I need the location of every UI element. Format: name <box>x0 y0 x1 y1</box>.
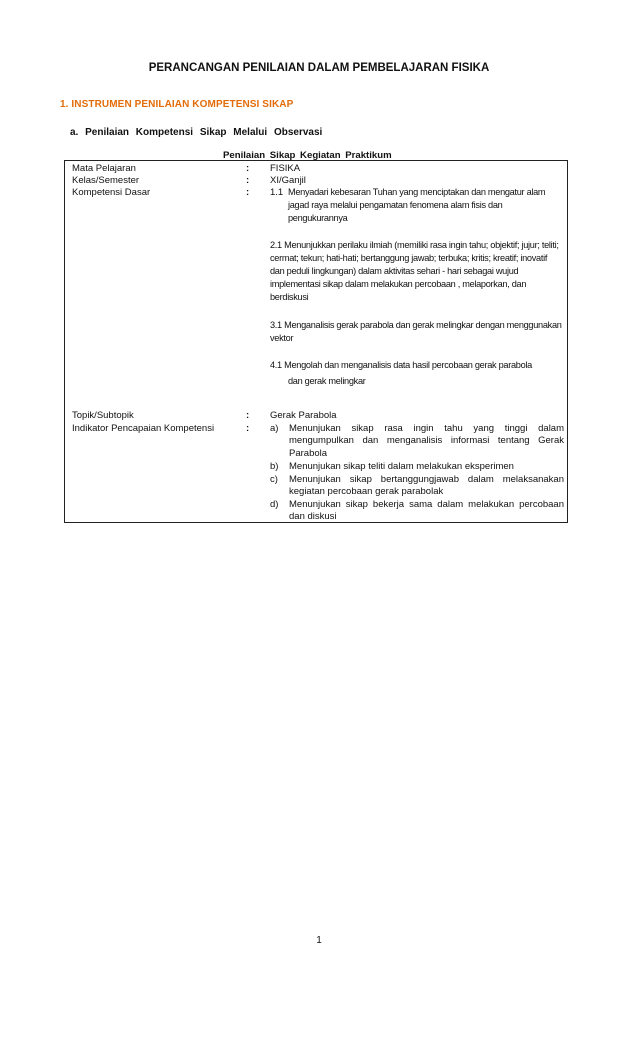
kd-2-1-text: 2.1 Menunjukkan perilaku ilmiah (memiliki rasa ingin tahu; objektif; jujur; teliti; cermat; tekun; hati-hati; bertanggung jawab; terbuka; kritis; kreatif; inovatif dan peduli lingkungan) dalam aktivitas sehari - hari sebagai wujud implementasi sikap dalam melakukan percobaan , melaporkan, dan berdiskusi <box>270 240 559 302</box>
indikator-text: Menunjukan sikap bertanggungjawab dalam melaksanakan kegiatan percobaan gerak parabolak <box>289 474 564 498</box>
indikator-marker: d) <box>270 499 279 510</box>
colon-kelas-semester: : <box>246 175 250 186</box>
document-title: PERANCANGAN PENILAIAN DALAM PEMBELAJARAN FISIKA <box>148 62 490 74</box>
label-indikator: Indikator Pencapaian Kompetensi <box>72 423 215 434</box>
kd-4-1-text-continued: dan gerak melingkar <box>288 376 366 386</box>
colon-indikator: : <box>246 423 250 434</box>
indikator-text: Menunjukan sikap rasa ingin tahu yang tinggi dalam mengumpulkan dan menganalisis informasi tentang Gerak Parabola <box>289 423 564 459</box>
kd-1-1-number: 1.1 <box>270 187 284 198</box>
indikator-marker: c) <box>270 474 278 485</box>
indikator-item-a <box>270 423 564 460</box>
value-topik-subtopik: Gerak Parabola <box>270 410 337 421</box>
label-topik-subtopik: Topik/Subtopik <box>72 410 134 421</box>
label-kelas-semester: Kelas/Semester <box>72 175 140 186</box>
label-kompetensi-dasar: Kompetensi Dasar <box>72 187 151 198</box>
colon-kompetensi-dasar: : <box>246 187 250 198</box>
indikator-item-b <box>270 461 564 473</box>
indikator-item-d <box>270 499 564 524</box>
kd-1-1-text: Menyadari kebesaran Tuhan yang menciptakan dan mengatur alam jagad raya melalui pengamatan fenomena alam fisis dan pengukurannya <box>288 187 546 223</box>
value-kelas-semester: XI/Ganjil <box>270 175 306 186</box>
indikator-text: Menunjukan sikap bekerja sama dalam melakukan percobaan dan diskusi <box>289 499 564 523</box>
indikator-marker: a) <box>270 423 279 434</box>
kd-4-1-text: 4.1 Mengolah dan menganalisis data hasil percobaan gerak parabola <box>270 360 532 370</box>
label-mata-pelajaran: Mata Pelajaran <box>72 163 136 174</box>
table-caption: Penilaian Sikap Kegiatan Praktikum <box>223 150 392 161</box>
page-number: 1 <box>316 935 322 946</box>
value-mata-pelajaran: FISIKA <box>270 163 301 174</box>
colon-mata-pelajaran: : <box>246 163 250 174</box>
kd-3-1-text: 3.1 Menganalisis gerak parabola dan gerak melingkar dengan menggunakan vektor <box>270 320 562 343</box>
colon-topik-subtopik: : <box>246 410 250 421</box>
indikator-item-c <box>270 474 564 499</box>
subsection-heading-observasi: a. Penilaian Kompetensi Sikap Melalui Observasi <box>70 127 323 138</box>
indikator-text: Menunjukan sikap teliti dalam melakukan eksperimen <box>289 461 514 472</box>
section-heading-instrumen: 1. INSTRUMEN PENILAIAN KOMPETENSI SIKAP <box>60 99 294 110</box>
indikator-marker: b) <box>270 461 279 472</box>
